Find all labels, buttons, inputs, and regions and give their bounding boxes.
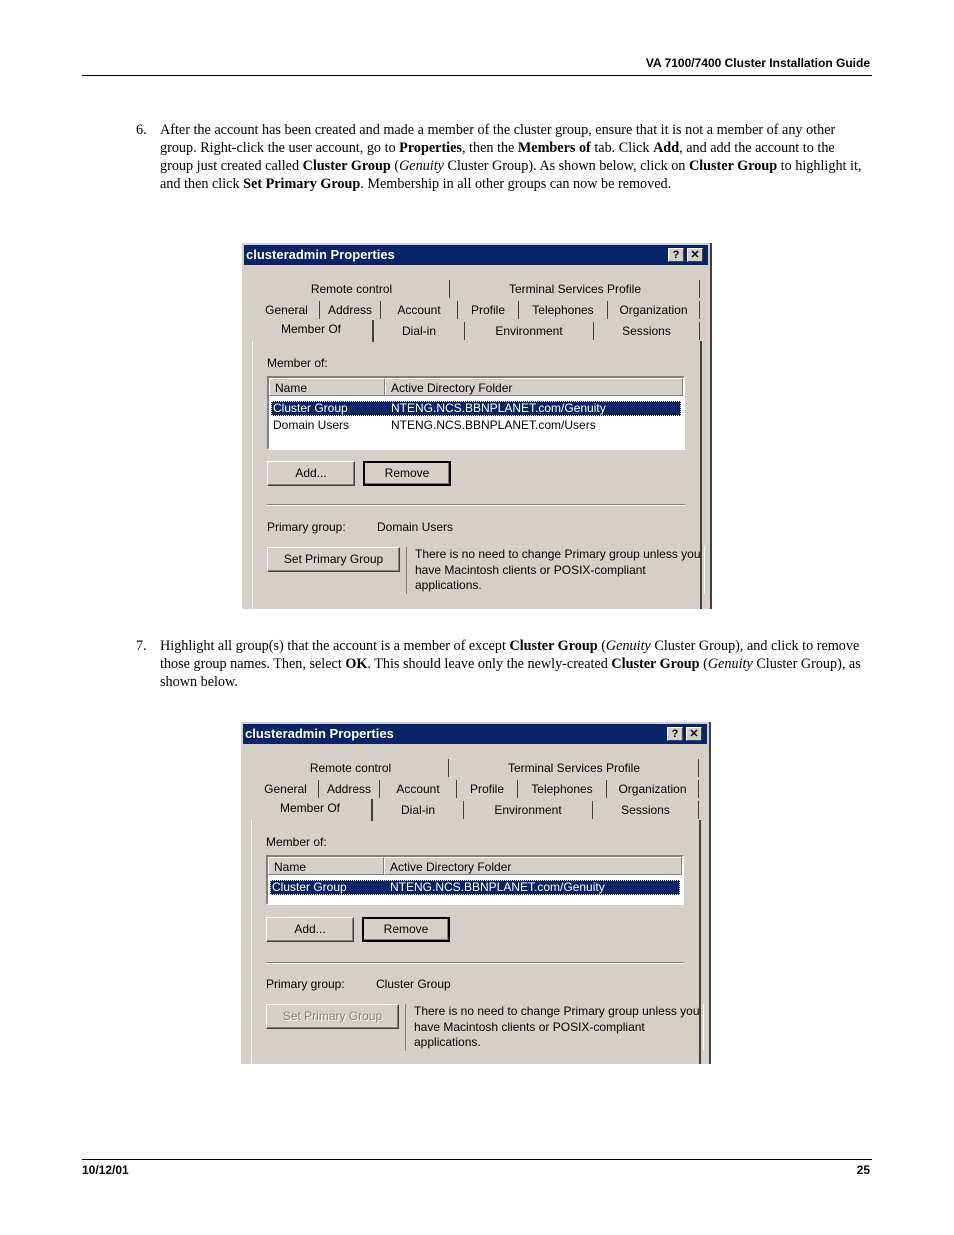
step-number: 6. bbox=[136, 122, 147, 138]
tab-remote-control[interactable]: Remote control bbox=[254, 280, 450, 298]
tab-telephones[interactable]: Telephones bbox=[518, 780, 607, 798]
tab-sessions[interactable]: Sessions bbox=[594, 322, 700, 340]
separator bbox=[267, 504, 685, 506]
tab-address[interactable]: Address bbox=[320, 301, 381, 319]
remove-button[interactable]: Remove bbox=[362, 917, 450, 942]
groups-list[interactable] bbox=[266, 855, 684, 905]
primary-group-value: Domain Users bbox=[377, 520, 454, 534]
dialog-titlebar bbox=[243, 724, 707, 744]
tab-terminal-services-profile[interactable]: Terminal Services Profile bbox=[451, 280, 700, 298]
tab-environment[interactable]: Environment bbox=[464, 801, 593, 819]
properties-dialog-before bbox=[242, 243, 712, 609]
tab-organization[interactable]: Organization bbox=[608, 301, 700, 319]
page-number: 25 bbox=[856, 1163, 870, 1177]
column-header-folder[interactable]: Active Directory Folder bbox=[385, 378, 683, 396]
help-button[interactable]: ? bbox=[667, 727, 683, 741]
column-header-name[interactable]: Name bbox=[268, 857, 384, 875]
primary-group-label: Primary group: bbox=[267, 520, 346, 534]
set-primary-group-button[interactable]: Set Primary Group bbox=[267, 547, 400, 572]
list-item[interactable]: Domain Users NTENG.NCS.BBNPLANET.com/Users bbox=[273, 418, 596, 432]
step-number: 7. bbox=[136, 638, 147, 654]
primary-group-label: Primary group: bbox=[266, 977, 345, 991]
tab-member-of[interactable]: Member Of bbox=[250, 320, 374, 342]
remove-button[interactable]: Remove bbox=[363, 461, 451, 486]
tab-sessions[interactable]: Sessions bbox=[593, 801, 699, 819]
tab-terminal-services-profile[interactable]: Terminal Services Profile bbox=[450, 759, 699, 777]
footer-rule bbox=[82, 1159, 872, 1160]
primary-group-hint: There is no need to change Primary group unless you have Macintosh clients or POSIX-compliant applications. bbox=[406, 547, 705, 594]
tab-organization[interactable]: Organization bbox=[607, 780, 699, 798]
tab-general[interactable]: General bbox=[253, 780, 319, 798]
member-of-label: Member of: bbox=[266, 835, 327, 849]
add-button[interactable]: Add... bbox=[266, 917, 354, 942]
header-rule bbox=[82, 75, 872, 76]
tab-address[interactable]: Address bbox=[319, 780, 380, 798]
separator bbox=[266, 962, 684, 964]
primary-group-value: Cluster Group bbox=[376, 977, 451, 991]
tab-account[interactable]: Account bbox=[380, 780, 457, 798]
tab-profile[interactable]: Profile bbox=[457, 780, 518, 798]
tab-general[interactable]: General bbox=[254, 301, 320, 319]
step-text: After the account has been created and made a member of the cluster group, ensure that it is not a member of any other group. Right-click the user account, go to Properties, then the Members of tab. Click Add, and add the account to the group just created called Cluster Group (Genuity Cluster Group). As shown below, click on Cluster Group to highlight it, and then click Set Primary Group. Membership in all other groups can now be removed. bbox=[160, 122, 862, 192]
dialog-title: clusteradmin Properties bbox=[245, 726, 394, 741]
tab-member-of[interactable]: Member Of bbox=[249, 799, 373, 821]
help-button[interactable]: ? bbox=[668, 248, 684, 262]
list-item[interactable]: Cluster Group NTENG.NCS.BBNPLANET.com/Genuity bbox=[271, 401, 681, 416]
groups-list[interactable] bbox=[267, 376, 685, 450]
tab-environment[interactable]: Environment bbox=[465, 322, 594, 340]
properties-dialog-after bbox=[241, 722, 711, 1064]
dialog-titlebar bbox=[244, 245, 708, 265]
step-text: Highlight all group(s) that the account is a member of except Cluster Group (Genuity Cluster Group), and click to remove those group names. Then, select OK. This should leave only the newly-created Cluster Group (Genuity Cluster Group), as shown below. bbox=[160, 638, 861, 690]
tab-dial-in[interactable]: Dial-in bbox=[373, 801, 464, 819]
tab-dial-in[interactable]: Dial-in bbox=[374, 322, 465, 340]
column-header-folder[interactable]: Active Directory Folder bbox=[384, 857, 682, 875]
list-item[interactable]: Cluster Group NTENG.NCS.BBNPLANET.com/Genuity bbox=[270, 880, 680, 895]
tab-profile[interactable]: Profile bbox=[458, 301, 519, 319]
step-6-paragraph bbox=[136, 121, 866, 193]
close-button[interactable]: ✕ bbox=[686, 727, 702, 741]
tab-telephones[interactable]: Telephones bbox=[519, 301, 608, 319]
document-header-title: VA 7100/7400 Cluster Installation Guide bbox=[645, 56, 870, 70]
dialog-title: clusteradmin Properties bbox=[246, 247, 395, 262]
tab-account[interactable]: Account bbox=[381, 301, 458, 319]
member-of-label: Member of: bbox=[267, 356, 328, 370]
footer-date: 10/12/01 bbox=[82, 1163, 129, 1177]
column-header-name[interactable]: Name bbox=[269, 378, 385, 396]
step-7-paragraph bbox=[136, 637, 866, 691]
tab-remote-control[interactable]: Remote control bbox=[253, 759, 449, 777]
close-button[interactable]: ✕ bbox=[687, 248, 703, 262]
add-button[interactable]: Add... bbox=[267, 461, 355, 486]
set-primary-group-button[interactable]: Set Primary Group bbox=[266, 1004, 399, 1029]
primary-group-hint: There is no need to change Primary group unless you have Macintosh clients or POSIX-compliant applications. bbox=[405, 1004, 704, 1051]
